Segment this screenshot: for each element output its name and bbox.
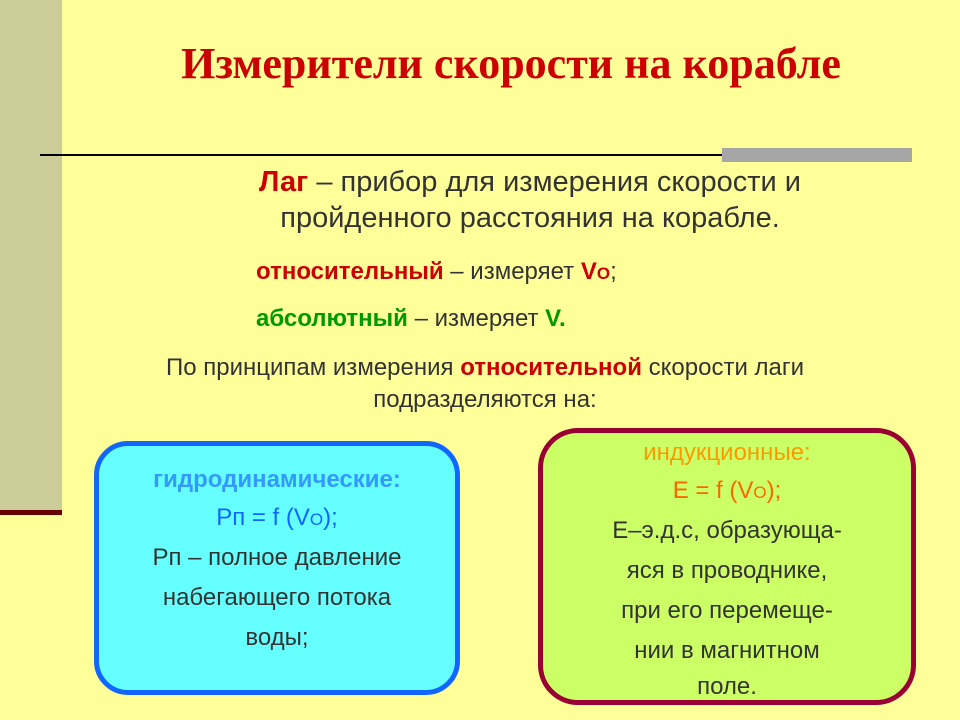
inductive-box xyxy=(538,428,916,705)
inductive-desc-line5: поле. xyxy=(697,673,757,700)
inductive-heading-line xyxy=(543,433,911,473)
sidebar-underline xyxy=(0,510,62,515)
hydrodynamic-desc-line2: набегающего потока xyxy=(162,584,392,611)
principles-line2: подразделяются на: xyxy=(373,386,597,413)
inductive-heading: индукционные xyxy=(643,439,805,466)
hydrodynamic-desc-line3: воды; xyxy=(245,624,309,651)
inductive-formula-left: Е = f (V xyxy=(672,477,754,504)
absolute-lag-line xyxy=(256,305,566,333)
hydrodynamic-formula xyxy=(99,498,455,540)
hydrodynamic-colon: : xyxy=(392,466,401,493)
principles-text xyxy=(40,352,930,416)
relative-text: – измеряет xyxy=(443,258,581,285)
divider-accent xyxy=(722,148,912,162)
inductive-desc-line3: при его перемеще- xyxy=(621,597,833,624)
hydrodynamic-heading-line xyxy=(99,460,455,500)
relative-subscript: О xyxy=(596,264,611,283)
absolute-end: . xyxy=(558,305,566,332)
inductive-formula-right: ); xyxy=(766,477,782,504)
relative-symbol: V xyxy=(580,258,597,285)
hydrodynamic-box xyxy=(94,441,460,695)
inductive-desc-line2: яся в проводнике, xyxy=(626,557,828,584)
lag-definition-line2: пройденного расстояния на корабле. xyxy=(280,202,780,234)
absolute-symbol: V xyxy=(545,305,559,332)
lag-definition-line1: – прибор для измерения скорости и xyxy=(308,166,801,198)
principles-prefix: По принципам измерения xyxy=(165,354,461,381)
hydrodynamic-desc-line1: Рп – полное давление xyxy=(152,544,402,571)
relative-lag-line xyxy=(256,258,617,286)
hydrodynamic-formula-left: Рп = f (V xyxy=(216,504,310,531)
hydrodynamic-heading: гидродинамические xyxy=(153,466,393,493)
inductive-formula-sub: О xyxy=(753,483,767,502)
slide-title: Измерители скорости на корабле xyxy=(181,39,841,88)
relative-term: относительный xyxy=(256,258,444,285)
hydrodynamic-formula-sub: О xyxy=(309,510,324,529)
inductive-desc-line1: Е–э.д.с, образующа- xyxy=(612,517,842,544)
lag-term: Лаг xyxy=(258,166,309,198)
principles-suffix: скорости лаги xyxy=(641,354,805,381)
absolute-text: – измеряет xyxy=(407,305,546,332)
absolute-term: абсолютный xyxy=(256,305,408,332)
relative-end: ; xyxy=(610,258,617,285)
lag-definition xyxy=(140,164,920,236)
principles-highlight: относительной xyxy=(460,354,642,381)
decorative-sidebar xyxy=(0,0,62,510)
inductive-colon: : xyxy=(804,439,811,466)
inductive-formula xyxy=(543,471,911,513)
inductive-desc-line4: нии в магнитном xyxy=(634,637,820,664)
hydrodynamic-formula-right: ); xyxy=(323,504,338,531)
